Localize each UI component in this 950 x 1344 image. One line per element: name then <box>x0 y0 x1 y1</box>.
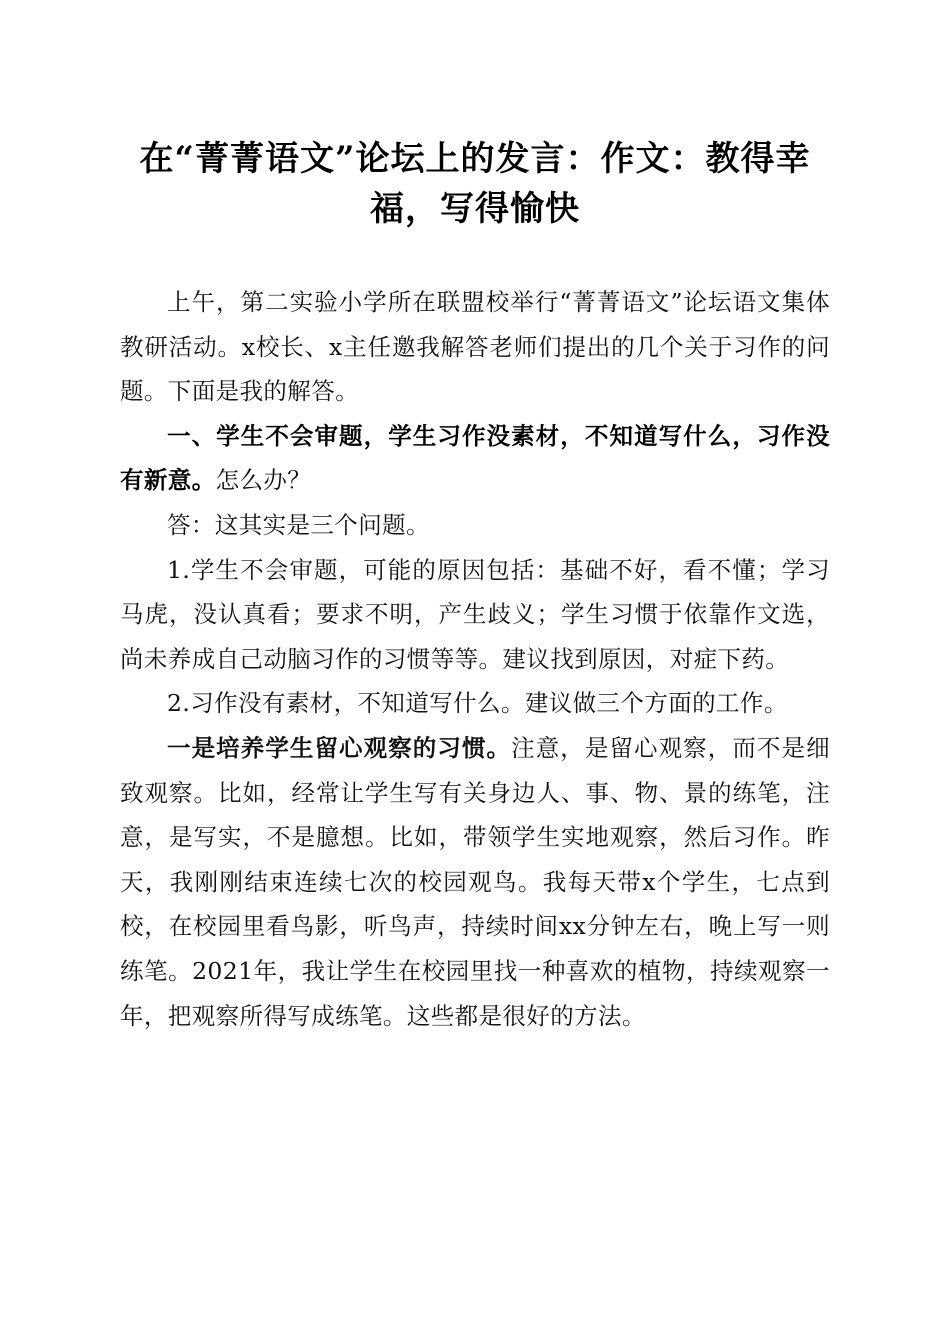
question-1-heading: 一、学生不会审题，学生习作没素材，不知道写什么，习作没有新意。 <box>120 421 830 495</box>
paragraph-intro: 上午，第二实验小学所在联盟校举行“菁菁语文”论坛语文集体教研活动。x校长、x主任邀我解答老师们提出的几个关于习作的问题。下面是我的解答。 <box>120 288 830 406</box>
document-title: 在“菁菁语文”论坛上的发言：作文：教得幸福，写得愉快 <box>139 139 811 229</box>
paragraph-point-2: 2.习作没有素材，不知道写什么。建议做三个方面的工作。 <box>167 689 788 718</box>
paragraph-point-3 <box>120 726 830 1038</box>
document-body <box>120 280 830 1038</box>
paragraph-point-1: 1.学生不会审题，可能的原因包括：基础不好，看不懂；学习马虎，没认真看；要求不明，产生歧义；学生习惯于依靠作文选，尚未养成自己动脑习作的习惯等等。建议找到原因，对症下药。 <box>120 555 830 673</box>
point-3-lead: 一是培养学生留心观察的习惯。 <box>167 733 512 762</box>
question-1-tail: 怎么办？ <box>215 466 312 495</box>
point-3-body: 注意，是留心观察，而不是细致观察。比如，经常让学生写有关身边人、事、物、景的练笔，注意，是写实，不是臆想。比如，带领学生实地观察，然后习作。昨天，我刚刚结束连续七次的校园观鸟。我每天带x个学生，七点到校，在校园里看鸟影，听鸟声，持续时间xx分钟左右，晚上写一则练笔。2021年，我让学生在校园里找一种喜欢的植物，持续观察一年，把观察所得写成练笔。这些都是很好的方法。 <box>120 733 830 1030</box>
paragraph-answer-intro: 答：这其实是三个问题。 <box>167 510 430 539</box>
paragraph-question-1 <box>120 414 830 503</box>
